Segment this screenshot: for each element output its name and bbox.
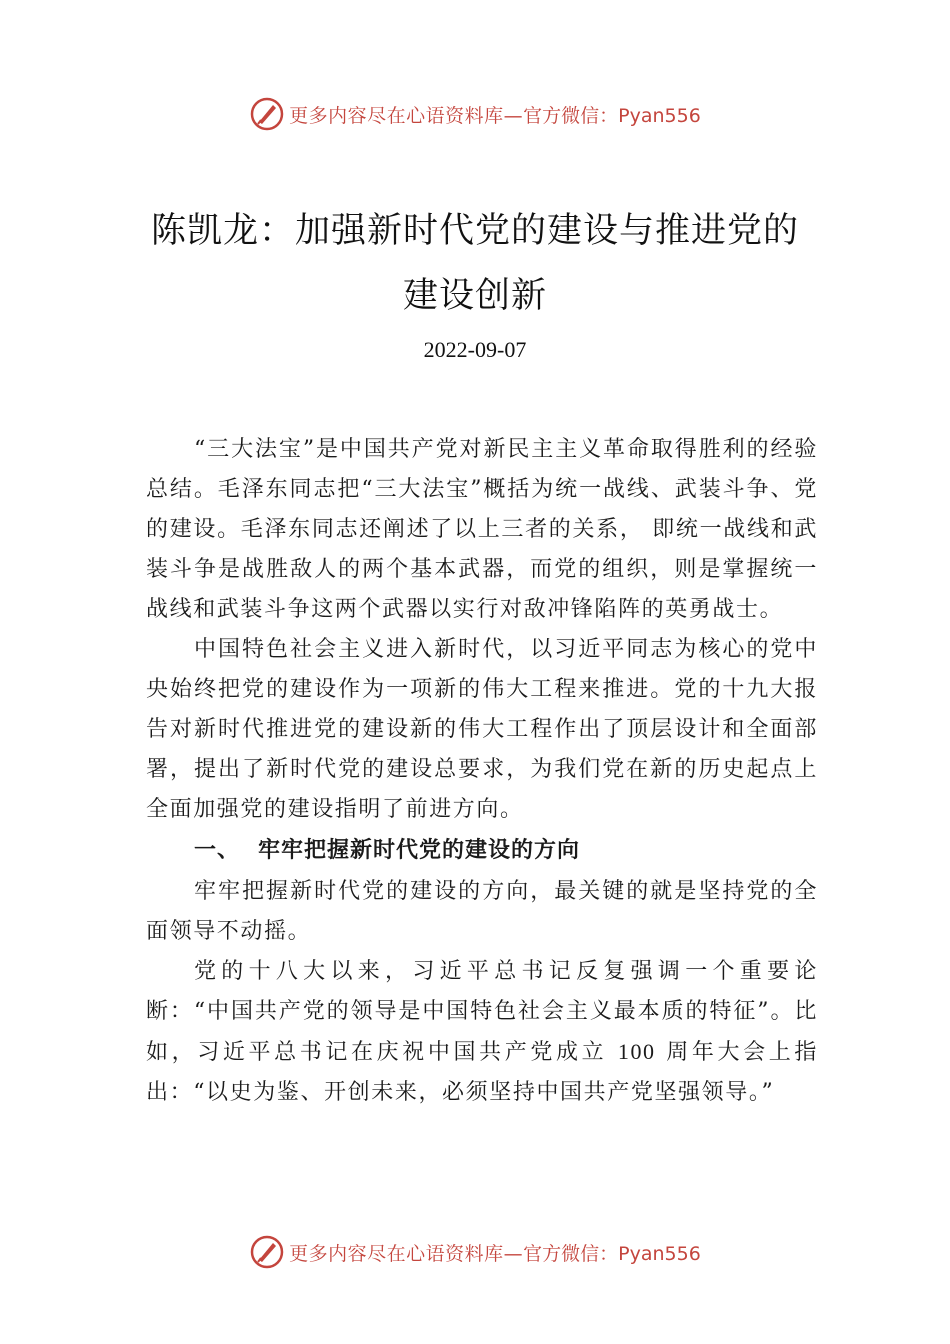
banner-wechat-text: 官方微信：Pyan556 xyxy=(523,104,701,127)
banner-promo-text: 更多内容尽在心语资料库— xyxy=(289,104,524,127)
footer-banner xyxy=(0,1232,950,1272)
footer-promo-text: 更多内容尽在心语资料库— xyxy=(289,1242,524,1265)
article-title-line1: 陈凯龙：加强新时代党的建设与推进党的 xyxy=(150,211,799,251)
paragraph-4-number: 100 xyxy=(617,1039,656,1064)
paragraph-4 xyxy=(146,952,818,1113)
paragraph-2: 中国特色社会主义进入新时代，以习近平同志为核心的党中央始终把党的建设作为一项新的伟大工程来推进。党的十九大报告对新时代推进党的建设新的伟大工程作出了顶层设计和全面部署，提出了新时代党的建设总要求，为我们党在新的历史起点上全面加强党的建设指明了前进方向。 xyxy=(146,637,818,822)
article-date: 2022-09-07 xyxy=(423,337,527,362)
paragraph-1: “三大法宝”是中国共产党对新民主主义革命取得胜利的经验总结。毛泽东同志把“三大法宝”概括为统一战线、武装斗争、党的建设。毛泽东同志还阐述了以上三者的关系， 即统一战线和武装斗争是战胜敌人的两个基本武器，而党的组织，则是掌握统一战线和武装斗争这两个武器以实行对敌冲锋陷阵的英勇战士。 xyxy=(146,437,818,622)
header-banner xyxy=(0,94,950,134)
paragraph-4-part-b: 周年大会上指出：“以史为鉴、开创未来，必须坚持中国共产党坚强领导。” xyxy=(146,1040,818,1105)
article-body xyxy=(146,430,818,1113)
section-heading-number: 一、 xyxy=(194,838,241,863)
quill-logo-icon xyxy=(249,1234,285,1270)
article-title-line2: 建设创新 xyxy=(402,276,547,316)
section-heading-text: 牢牢把握新时代党的建设的方向 xyxy=(258,838,581,863)
paragraph-3: 牢牢把握新时代党的建设的方向，最关键的就是坚持党的全面领导不动摇。 xyxy=(146,879,818,944)
quill-logo-icon xyxy=(249,96,285,132)
section-heading-1 xyxy=(146,830,818,872)
footer-wechat-text: 官方微信：Pyan556 xyxy=(523,1242,701,1265)
paragraph-4-part-a: 党的十八大以来，习近平总书记反复强调一个重要论断：“中国共产党的领导是中国特色社会主义最本质的特征”。比如，习近平总书记在庆祝中国共产党成立 xyxy=(146,959,818,1065)
